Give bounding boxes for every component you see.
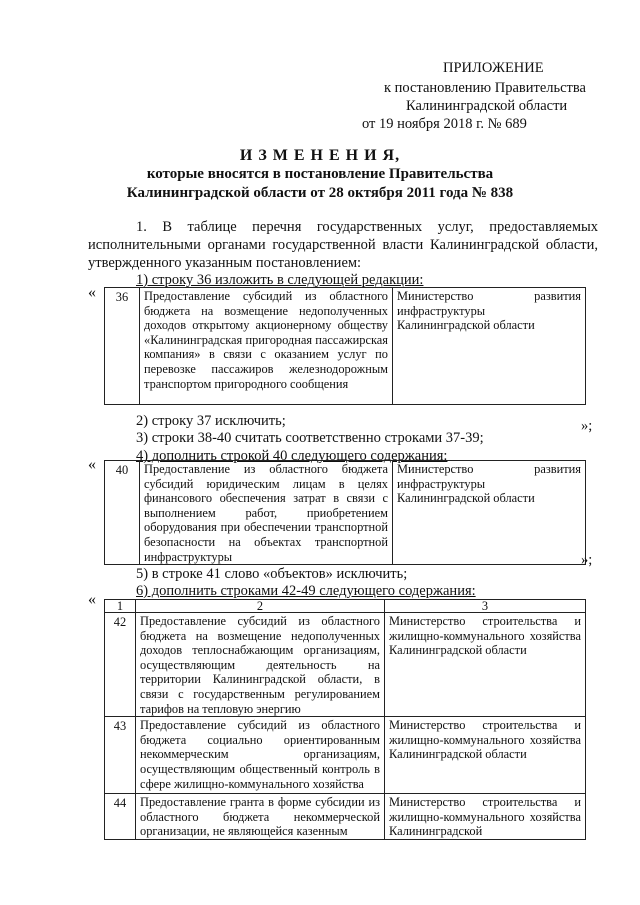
intro-paragraph: 1. В таблице перечня государственных услуг, предоставляемых исполнительными органами государственной власти Калининградской области, утвержденного указанным постановлением:	[88, 219, 598, 271]
row-number: 42	[105, 613, 136, 717]
appendix-ref: к постановлению Правительства	[384, 80, 586, 96]
service-cell: Предоставление из областного бюджета субсидий юридическим лицам в целях финансового обеспечения затрат в связи с выполнением работ, приобретением оборудования при обеспечении транспортной безопасности на объектах транспортной инфраструктуры	[140, 461, 393, 565]
table-row-40	[104, 460, 586, 565]
table-row-36	[104, 287, 586, 405]
open-quote: «	[88, 456, 96, 473]
item-3: 3) строки 38-40 считать соответственно строками 37-39;	[136, 430, 484, 446]
item-4: 4) дополнить строкой 40 следующего содержания:	[136, 448, 448, 464]
table-row	[105, 794, 586, 840]
ministry-cell: Министерство строительства и жилищно-коммунального хозяйства Калининградской	[385, 794, 586, 840]
ministry-cell: Министерство строительства и жилищно-коммунального хозяйства Калининградской области	[385, 717, 586, 794]
open-quote: «	[88, 591, 96, 608]
appendix-date: от 19 ноября 2018 г. № 689	[362, 116, 527, 132]
item-6: 6) дополнить строками 42-49 следующего содержания:	[136, 583, 476, 599]
row-number: 40	[105, 461, 140, 565]
column-header: 2	[136, 600, 385, 613]
table-row	[105, 717, 586, 794]
ministry-cell: Министерство развития инфраструктуры Калининградской области	[393, 461, 586, 565]
ministry-cell: Министерство строительства и жилищно-коммунального хозяйства Калининградской области	[385, 613, 586, 717]
item-5: 5) в строке 41 слово «объектов» исключить;	[136, 566, 408, 582]
doc-subtitle-2: Калининградской области от 28 октября 2011 года № 838	[126, 185, 514, 201]
row-number: 44	[105, 794, 136, 840]
column-header: 1	[105, 600, 136, 613]
service-cell: Предоставление гранта в форме субсидии из областного бюджета некоммерческой организации, не являющейся казенным	[136, 794, 385, 840]
table-row	[105, 613, 586, 717]
service-cell: Предоставление субсидий из областного бюджета на возмещение недополученных доходов открытому акционерному обществу «Калининградская пригородная пассажирская компания» в связи с оказанием услуг по перевозке пассажиров железнодорожным транспортом пригородного сообщения	[140, 288, 393, 405]
appendix-label: ПРИЛОЖЕНИЕ	[443, 60, 544, 76]
row-number: 36	[105, 288, 140, 405]
ministry-cell: Министерство развития инфраструктуры Калининградской области	[393, 288, 586, 405]
close-quote: »;	[581, 552, 593, 568]
service-cell: Предоставление субсидий из областного бюджета на возмещение недополученных доходов теплоснабжающим организациям, осуществляющим деятельность на территории Калининградской области, в связи с государственным регулированием тарифов на тепловую энергию	[136, 613, 385, 717]
open-quote: «	[88, 284, 96, 301]
doc-title: И З М Е Н Е Н И Я,	[239, 147, 401, 164]
column-header: 3	[385, 600, 586, 613]
item-1: 1) строку 36 изложить в следующей редакции:	[136, 272, 424, 288]
doc-subtitle-1: которые вносятся в постановление Правительства	[146, 166, 494, 182]
appendix-region: Калининградской области	[406, 98, 568, 114]
table-rows-42-49	[104, 599, 586, 840]
item-2: 2) строку 37 исключить;	[136, 413, 286, 429]
close-quote: »;	[581, 418, 593, 434]
service-cell: Предоставление субсидий из областного бюджета социально ориентированным некоммерческим организациям, осуществляющим общественный контроль в сфере жилищно-коммунального хозяйства	[136, 717, 385, 794]
row-number: 43	[105, 717, 136, 794]
